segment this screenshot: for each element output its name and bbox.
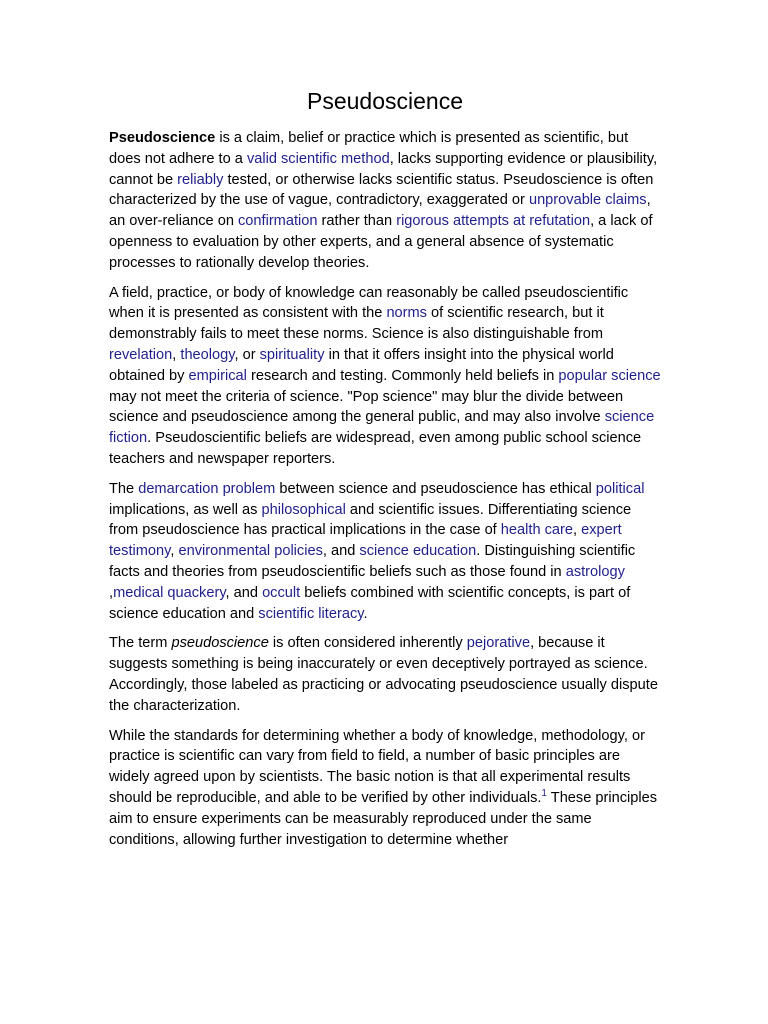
inline-link[interactable]: expert testimony: [109, 522, 622, 560]
inline-link[interactable]: environmental policies: [178, 543, 323, 560]
text-run: While the standards for determining whether a body of knowledge, methodology, or practice is scientific can vary from field to field, a number of basic principles are widely agreed upon by scientists. The basic notion is that all experimental results should be reproducible, and able to be verified by other individuals.: [109, 727, 645, 806]
inline-link[interactable]: philosophical: [261, 501, 346, 518]
text-run: . Distinguishing scientific facts and theories from pseudoscientific beliefs such as those found in: [109, 543, 636, 580]
text-run: may not meet the criteria of science. "Pop science" may blur the divide between science and pseudoscience among the general public, and may also involve: [109, 388, 624, 426]
text-run: is often considered inherently: [268, 635, 467, 652]
inline-link[interactable]: science fiction: [109, 409, 655, 447]
text-run: ,: [573, 522, 582, 539]
text-run: research and testing. Commonly held beliefs in: [246, 367, 559, 384]
text-run: ,: [109, 584, 114, 601]
inline-link[interactable]: popular science: [558, 367, 661, 384]
text-run: The term: [109, 635, 172, 652]
inline-link[interactable]: medical quackery: [113, 584, 226, 601]
footnote-reference[interactable]: 1: [541, 788, 547, 800]
document-page: [109, 86, 661, 859]
inline-link[interactable]: valid scientific method: [246, 150, 390, 167]
inline-link[interactable]: theology: [180, 346, 235, 363]
text-run: These principles aim to ensure experiments can be measurably reproduced under the same conditions, allowing further investigation to determine whether: [109, 789, 658, 848]
text-run: . Pseudoscientific beliefs are widespread, even among public school science teachers and newspaper reporters.: [109, 430, 642, 467]
text-run: of scientific research, but it demonstrably fails to meet these norms. Science is also distinguishable from: [109, 305, 604, 343]
text-run: , and: [225, 584, 263, 601]
text-run: , or: [234, 346, 260, 363]
inline-link[interactable]: confirmation: [238, 213, 318, 230]
inline-link[interactable]: pejorative: [466, 635, 531, 652]
text-run: is a claim, belief or practice which is presented as scientific, but does not adhere to a: [109, 130, 629, 167]
text-run: and scientific issues. Differentiating science from pseudoscience has practical implications in the case of: [109, 501, 632, 539]
inline-link[interactable]: science education: [359, 543, 477, 560]
text-run: in that it offers insight into the physical world obtained by: [109, 346, 614, 384]
inline-link[interactable]: spirituality: [259, 346, 325, 363]
text-run: between science and pseudoscience has ethical: [275, 480, 596, 497]
inline-link[interactable]: astrology: [565, 563, 625, 580]
text-run: A field, practice, or body of knowledge can reasonably be called pseudoscientific when it is presented as consistent with the: [109, 284, 629, 322]
inline-link[interactable]: health care: [500, 522, 574, 539]
inline-link[interactable]: occult: [262, 584, 301, 601]
paragraph-5: [109, 726, 661, 851]
text-run: rather than: [317, 213, 397, 230]
text-run: , a lack of openness to evaluation by other experts, and a general absence of systematic processes to rationally develop theories.: [109, 213, 653, 271]
inline-link[interactable]: rigorous attempts at refutation: [396, 213, 591, 230]
text-run: The: [109, 480, 139, 497]
paragraph-3: [109, 479, 661, 625]
paragraph-1: [109, 128, 661, 274]
page-title: Pseudoscience: [307, 88, 463, 114]
italic-term: pseudoscience: [171, 635, 269, 652]
text-run: ,: [172, 346, 181, 363]
text-run: .: [363, 605, 368, 622]
inline-link[interactable]: unprovable claims: [528, 192, 647, 209]
text-run: tested, or otherwise lacks scientific status. Pseudoscience is often characterized by the use of vague, contradictory, exaggerated or: [109, 171, 654, 209]
text-run: , lacks supporting evidence or plausibility, cannot be: [109, 150, 658, 188]
inline-link[interactable]: political: [595, 480, 645, 497]
text-run: implications, as well as: [109, 501, 262, 518]
text-run: beliefs combined with scientific concepts, is part of science education and: [109, 584, 631, 622]
inline-link[interactable]: empirical: [188, 367, 247, 384]
bold-term: Pseudoscience: [109, 130, 216, 146]
inline-link[interactable]: revelation: [109, 346, 173, 363]
paragraph-4: [109, 633, 661, 716]
inline-link[interactable]: demarcation problem: [138, 480, 276, 497]
inline-link[interactable]: reliably: [177, 171, 224, 188]
text-run: , and: [322, 543, 360, 560]
paragraph-2: [109, 283, 661, 470]
text-run: ,: [170, 543, 179, 560]
text-run: , an over-reliance on: [109, 192, 651, 230]
inline-link[interactable]: scientific literacy: [258, 605, 364, 622]
text-run: , because it suggests something is being inaccurately or even deceptively portrayed as science. Accordingly, those labeled as practicing or advocating pseudoscience usually dispute the characterization.: [109, 635, 658, 714]
inline-link[interactable]: norms: [386, 305, 427, 322]
